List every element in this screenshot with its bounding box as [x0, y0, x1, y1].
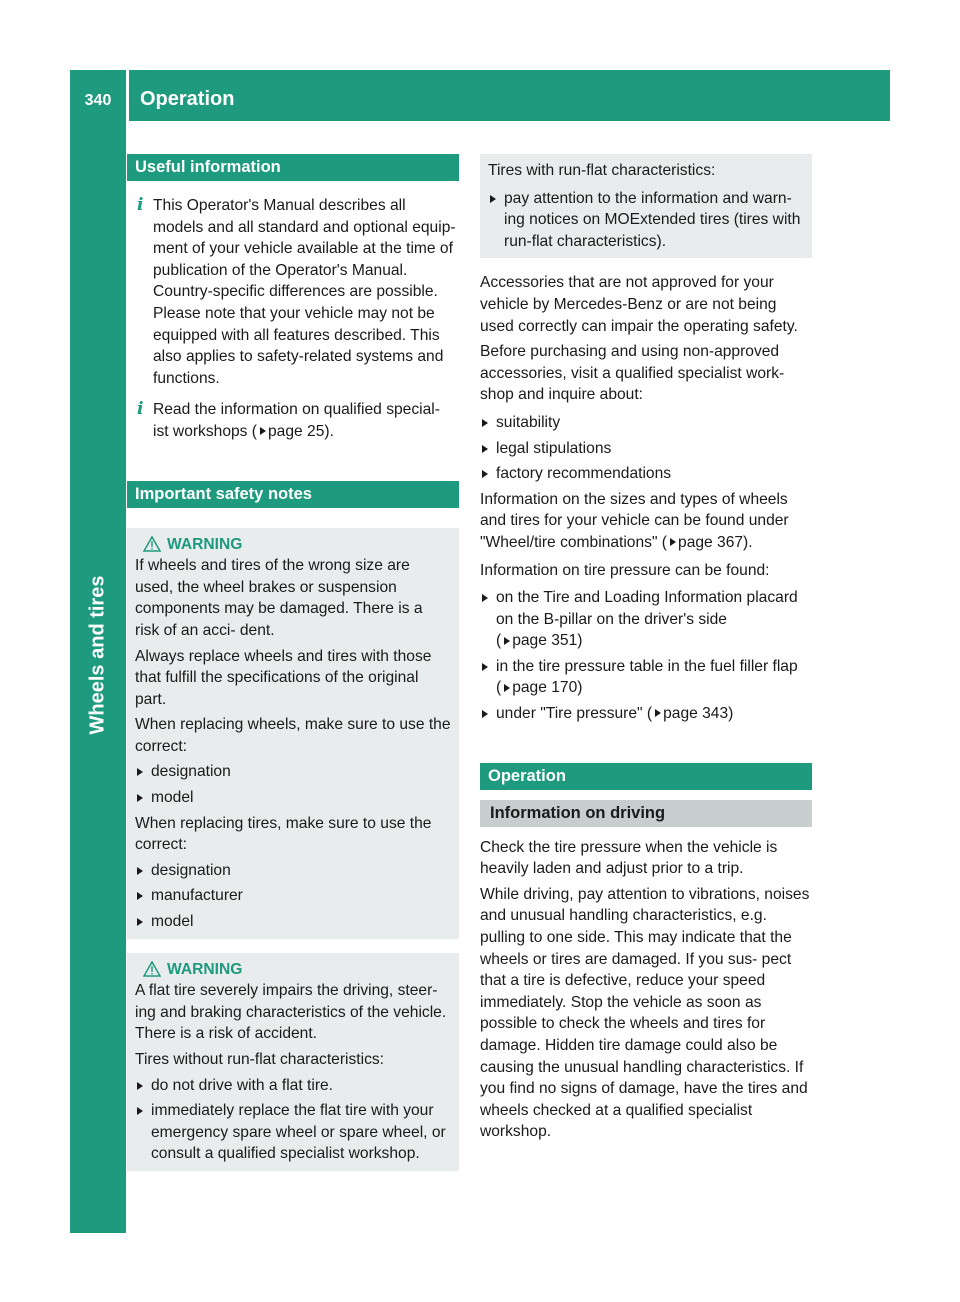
warning-text: Tires without run-flat characteristics:: [135, 1051, 384, 1068]
page-link[interactable]: page 351): [512, 632, 583, 650]
info-text: This Operator's Manual describes all models and all standard and optional equip- ment of your vehicle available at the time of publication of the Operator's Manual. Country-specific differences are possible. Please note that your vehicle may not be equipped with all features described. This also applies to safety-related systems and functions.: [153, 197, 456, 387]
list-item: suitability: [480, 412, 812, 434]
page-ref-arrow-icon: [260, 427, 266, 435]
paragraph: Accessories that are not approved for your vehicle by Mercedes-Benz or are not being used correctly can impair the operating safety.: [480, 274, 798, 335]
list-item: pay attention to the information and warn- ing notices on MOExtended tires (tires with run-flat characteristics).: [488, 188, 804, 253]
warning-text: When replacing tires, make sure to use the correct:: [135, 814, 432, 854]
warning-text: Always replace wheels and tires with those that fulfill the specifications of the original part.: [135, 647, 432, 708]
page-link[interactable]: page 25).: [268, 422, 334, 440]
header-divider: [126, 70, 129, 121]
list-item: under "Tire pressure" ( page 343): [480, 703, 812, 725]
warning-box: [127, 953, 459, 1171]
warning-header: [135, 959, 451, 981]
list-item: in the tire pressure table in the fuel filler flap ( page 170): [480, 656, 812, 699]
page-ref-arrow-icon: [504, 684, 510, 692]
paragraph: Before purchasing and using non-approved accessories, visit a qualified specialist work- shop and inquire about:: [480, 343, 785, 404]
section-heading-useful: Useful information: [127, 154, 459, 181]
paragraph: While driving, pay attention to vibrations, noises and unusual handling characteristics, e.g. pulling to one side. This may indicate that the wheels or tires are damaged. If you sus- pect that a tire is defective, reduce your speed immediately. Stop the vehicle as soon as possible to check the wheels and tires for damage. Hidden tire damage could also be causing the unusual handling characteristics. If you find no signs of damage, have the tires and wheels checked at a qualified specialist workshop.: [480, 885, 810, 1141]
warning-text: When replacing wheels, make sure to use the correct:: [135, 716, 451, 755]
left-column: [127, 154, 459, 1171]
list-item: model: [135, 911, 451, 933]
page-ref-arrow-icon: [655, 709, 661, 717]
warning-title: WARNING: [167, 535, 243, 553]
page-ref-arrow-icon: [670, 538, 676, 546]
section-heading-safety: Important safety notes: [127, 481, 459, 508]
page-number: 340: [84, 91, 112, 109]
info-icon: i: [137, 399, 144, 420]
page-link[interactable]: page 367).: [678, 533, 753, 551]
page-title: Operation: [140, 88, 235, 110]
page-link[interactable]: page 170): [512, 679, 583, 697]
page-ref-arrow-icon: [504, 637, 510, 645]
page-link[interactable]: page 343): [663, 705, 734, 723]
paragraph: Information on tire pressure can be found:: [480, 561, 770, 579]
side-tab-label: Wheels and tires: [86, 575, 109, 735]
box-text: Tires with run-flat characteristics:: [488, 162, 716, 179]
info-icon: i: [137, 195, 144, 215]
subsection-heading-driving: Information on driving: [480, 800, 812, 827]
paragraph: Check the tire pressure when the vehicle is heavily laden and adjust prior to a trip.: [480, 838, 778, 878]
warning-triangle-icon: [143, 961, 161, 977]
warning-text: A flat tire severely impairs the driving, steer- ing and braking characteristics of the vehicle. There is a risk of accident.: [135, 982, 447, 1043]
list-item: legal stipulations: [480, 438, 812, 460]
run-flat-box: [480, 154, 812, 258]
list-item: manufacturer: [135, 885, 451, 907]
section-heading-operation: Operation: [480, 763, 812, 790]
warning-box: [127, 528, 459, 939]
list-item: immediately replace the flat tire with your emergency spare wheel or spare wheel, or consult a qualified specialist workshop.: [135, 1100, 451, 1165]
info-text: Read the information on qualified special- ist workshops ( page 25).: [153, 401, 440, 440]
list-item: on the Tire and Loading Information placard on the B-pillar on the driver's side ( page 351): [480, 587, 812, 652]
warning-triangle-icon: [143, 536, 161, 552]
list-item: model: [135, 787, 451, 809]
list-item: designation: [135, 761, 451, 783]
list-item: do not drive with a flat tire.: [135, 1075, 451, 1097]
list-item: factory recommendations: [480, 463, 812, 485]
info-note: [127, 399, 459, 442]
warning-title: WARNING: [167, 960, 243, 978]
info-note: [127, 195, 459, 389]
paragraph: Information on the sizes and types of wheels and tires for your vehicle can be found under "Wheel/tire combinations" ( page 367).: [480, 490, 789, 551]
list-item: designation: [135, 860, 451, 882]
warning-header: [135, 534, 451, 556]
warning-text: If wheels and tires of the wrong size are used, the wheel brakes or suspension components may be damaged. There is a risk of an acci- dent.: [135, 557, 423, 639]
right-column: [480, 154, 812, 1143]
